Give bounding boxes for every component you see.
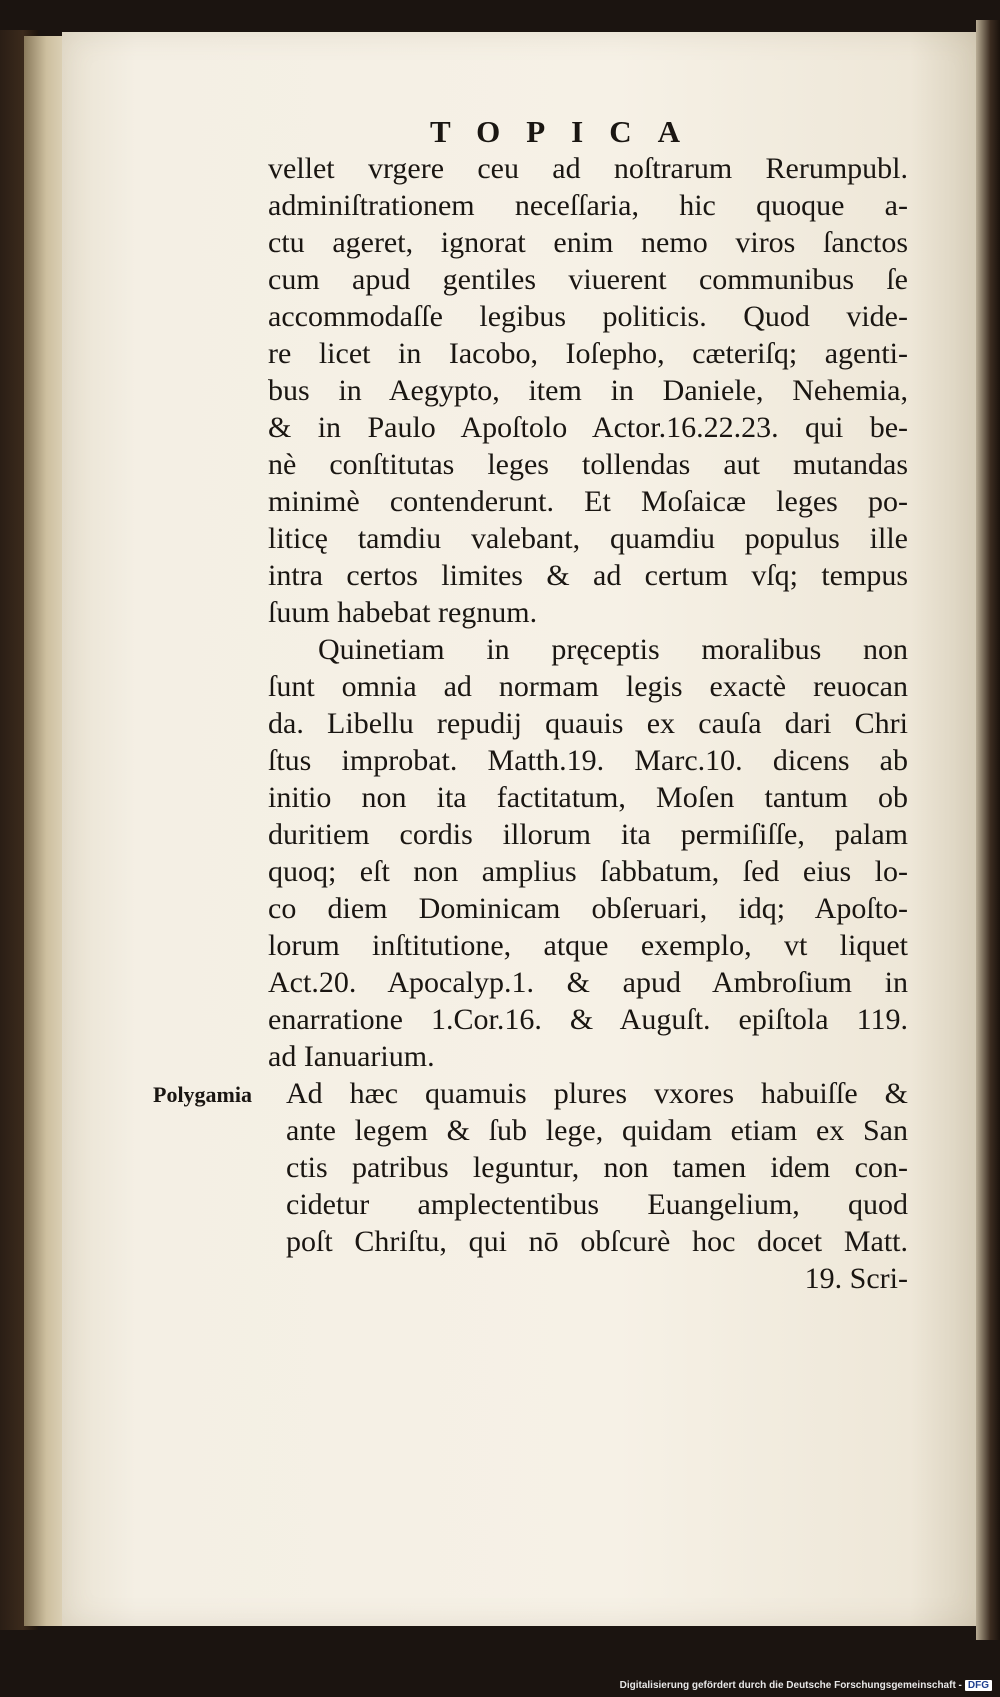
text-line: adminiſtrationem neceſſaria, hic quoque a- [268,189,908,222]
text-line: accommodaſſe legibus politicis. Quod vide- [268,300,908,333]
text-line: liticę tamdiu valebant, quamdiu populus ille [268,522,908,555]
text-line: duritiem cordis illorum ita permiſiſſe, palam [268,818,908,851]
dfg-logo: DFG [965,1680,992,1691]
catchword: 19. Scri- [804,1262,908,1295]
body-text [268,150,908,1297]
text-line: re licet in Iacobo, Ioſepho, cæteriſq; agenti- [268,337,908,370]
text-line: bus in Aegypto, item in Daniele, Nehemia, [268,374,908,407]
text-line: & in Paulo Apoſtolo Actor.16.22.23. qui be- [268,411,908,444]
text-line: ſunt omnia ad normam legis exactè reuocan [268,670,908,703]
running-head: TOPICA [430,114,707,149]
digitization-credit [620,1680,992,1691]
text-line: ſuum habebat regnum. [268,596,538,629]
text-line: cidetur amplectentibus Euangelium, quod [286,1188,908,1221]
text-line: ad Ianuarium. [268,1040,435,1073]
text-line: Act.20. Apocalyp.1. & apud Ambroſium in [268,966,908,999]
text-line: Ad hæc quamuis plures vxores habuiſſe & [286,1077,908,1110]
marginal-note: Polygamia [153,1082,252,1107]
text-line: quoq; eſt non amplius ſabbatum, ſed eius lo- [268,855,908,888]
text-line: cum apud gentiles viuerent communibus ſe [268,263,908,296]
text-line: initio non ita factitatum, Moſen tantum ob [268,781,908,814]
text-line: nè conſtitutas leges tollendas aut mutandas [268,448,908,481]
text-line: ctis patribus leguntur, non tamen idem con- [286,1151,908,1184]
text-line: ctu ageret, ignorat enim nemo viros ſanctos [268,226,908,259]
text-line: co diem Dominicam obſeruari, idq; Apoſto- [268,892,908,925]
text-line: lorum inſtitutione, atque exemplo, vt liquet [268,929,908,962]
text-line: ante legem & ſub lege, quidam etiam ex San [286,1114,908,1147]
text-line: enarratione 1.Cor.16. & Auguſt. epiſtola 119. [268,1003,908,1036]
gutter-shadow [976,20,1000,1640]
text-line: da. Libellu repudij quauis ex cauſa dari Chri [268,707,908,740]
text-line: ſtus improbat. Matth.19. Marc.10. dicens ab [268,744,908,777]
text-line: intra certos limites & ad certum vſq; tempus [268,559,908,592]
text-line: minimè contenderunt. Et Moſaicæ leges po- [268,485,908,518]
text-line: Quinetiam in pręceptis moralibus non [318,633,908,666]
text-line: poſt Chriſtu, qui nō obſcurè hoc docet Matt. [286,1225,908,1258]
text-line: vellet vrgere ceu ad noſtrarum Rerumpubl. [268,152,908,185]
credit-text: Digitalisierung gefördert durch die Deutsche Forschungsgemeinschaft - [619,1680,962,1691]
